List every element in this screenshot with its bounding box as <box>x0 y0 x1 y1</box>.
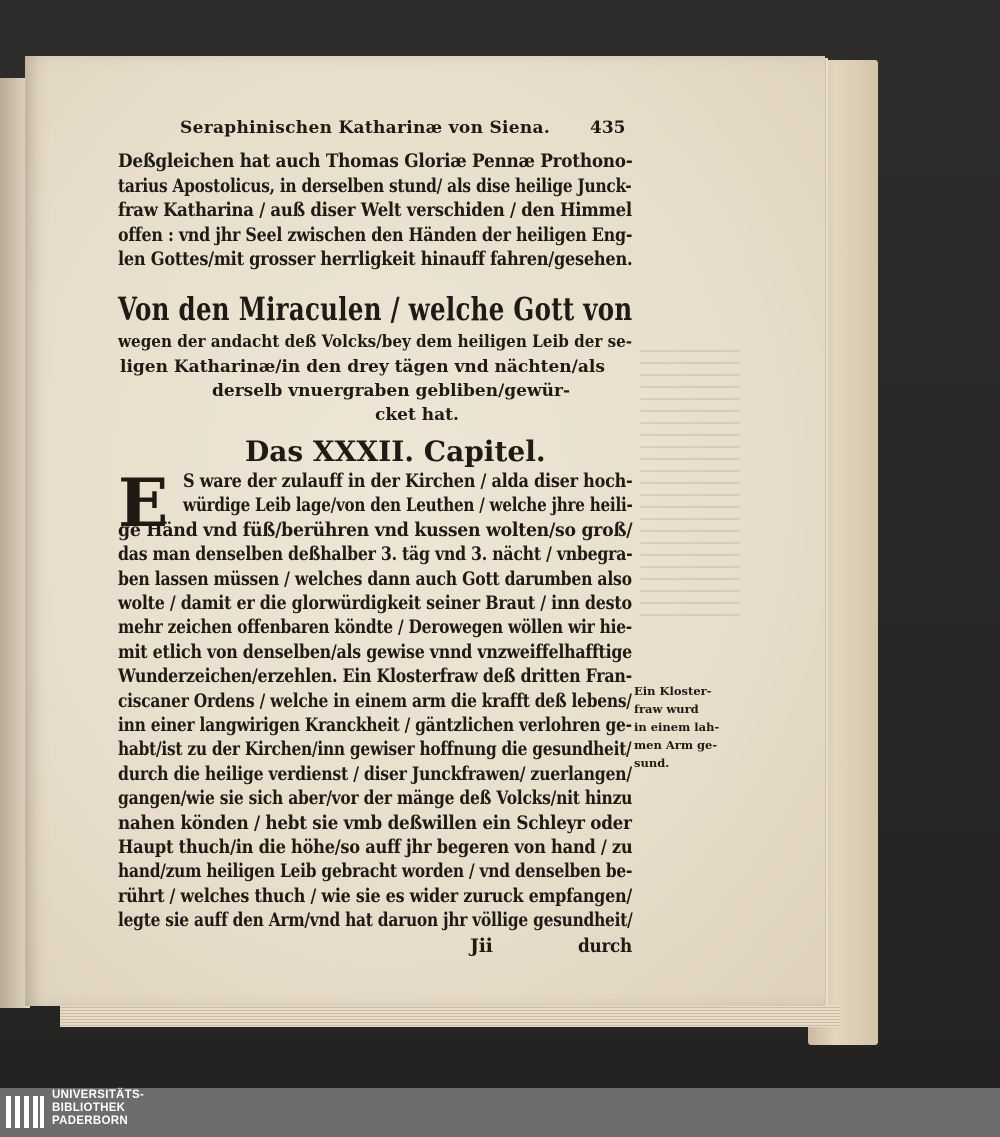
body-line: wolte / damit er die glorwürdigkeit seiner Braut / inn desto <box>118 592 632 614</box>
body-line: ciscaner Ordens / welche in einem arm die krafft deß lebens/ <box>118 689 632 712</box>
body-line: nahen könden / hebt sie vmb deßwillen ein Schleyr oder <box>118 811 632 834</box>
body-line: Wunderzeichen/erzehlen. Ein Klosterfraw deß dritten Fran- <box>118 665 632 688</box>
logo-line-2: BIBLIOTHEK <box>52 1102 126 1114</box>
body-line: mehr zeichen offenbaren köndte / Derowegen wöllen wir hie- <box>118 616 632 639</box>
chapter-title: Von den Miraculen / welche Gott von <box>118 290 633 328</box>
body-line: legte sie auff den Arm/vnd hat daruon jhr völlige gesundheit/ <box>118 909 633 932</box>
body-line: hand/zum heiligen Leib gebracht worden / vnd denselben be- <box>118 860 633 883</box>
chapter-subtitle-line: cket hat. <box>375 405 459 425</box>
margin-note-line: in einem lah- <box>634 720 720 734</box>
chapter-subtitle-line: ligen Katharinæ/in den drey tägen vnd nächten/als <box>120 357 605 377</box>
intro-line: offen : vnd jhr Seel zwischen den Händen der heiligen Eng- <box>118 223 633 246</box>
intro-line: Deßgleichen hat auch Thomas Gloriæ Pennæ Prothono- <box>118 150 633 172</box>
page-number: 435 <box>590 118 626 138</box>
bottom-page-edges <box>60 1005 840 1027</box>
margin-note-line: Ein Kloster- <box>634 684 712 698</box>
body-line: ge Händ vnd füß/berühren vnd kussen wolten/so groß/ <box>118 518 633 541</box>
margin-note-line: fraw wurd <box>634 702 699 716</box>
chapter-subtitle-line: derselb vnuergraben gebliben/gewür- <box>212 381 571 401</box>
intro-line: tarius Apostolicus, in derselben stund/ als dise heilige Junck- <box>118 174 632 197</box>
body-line: gangen/wie sie sich aber/vor der mänge deß Volcks/nit hinzu <box>118 787 633 810</box>
footer-bar <box>0 1088 1000 1137</box>
body-line: ben lassen müssen / welches dann auch Gott darumben also <box>118 567 632 590</box>
show-through-text <box>640 340 740 620</box>
intro-line: fraw Katharina / auß diser Welt verschiden / den Himmel <box>118 199 632 221</box>
logo-line-3: PADERBORN <box>52 1115 128 1127</box>
body-line: inn einer langwirigen Kranckheit / gäntzlichen verlohren ge- <box>118 714 632 736</box>
running-header: Seraphinischen Katharinæ von Siena. <box>180 118 551 138</box>
body-line: das man denselben deßhalber 3. täg vnd 3. nächt / vnbegra- <box>118 543 633 566</box>
signature-mark: Jii <box>470 935 493 957</box>
margin-note-line: sund. <box>634 756 670 770</box>
body-line: habt/ist zu der Kirchen/inn gewiser hoffnung die gesundheit/ <box>118 738 632 761</box>
library-logo-text <box>52 1089 144 1128</box>
body-line: würdige Leib lage/von den Leuthen / welche jhre heili- <box>183 494 633 517</box>
library-logo-icon <box>4 1092 46 1132</box>
margin-note-line: men Arm ge- <box>634 738 718 752</box>
logo-line-1: UNIVERSITÄTS- <box>52 1089 145 1101</box>
body-line: Haupt thuch/in die höhe/so auff jhr begeren von hand / zu <box>118 836 633 858</box>
catchword: durch <box>578 935 632 957</box>
body-line: durch die heilige verdienst / diser Junckfrawen/ zuerlangen/ <box>118 762 632 785</box>
body-line: mit etlich von denselben/als gewise vnnd vnzweiffelhafftige <box>118 640 633 663</box>
body-line: rührt / welches thuch / wie sie es wider zuruck empfangen/ <box>118 884 632 907</box>
body-line: S ware der zulauff in der Kirchen / alda diser hoch- <box>183 470 633 492</box>
intro-line: len Gottes/mit grosser herrligkeit hinauff fahren/gesehen. <box>118 248 633 270</box>
drop-cap: E <box>118 464 169 542</box>
chapter-subtitle-line: wegen der andacht deß Volcks/bey dem heiligen Leib der se- <box>118 332 633 352</box>
chapter-label: Das XXXII. Capitel. <box>245 435 546 468</box>
